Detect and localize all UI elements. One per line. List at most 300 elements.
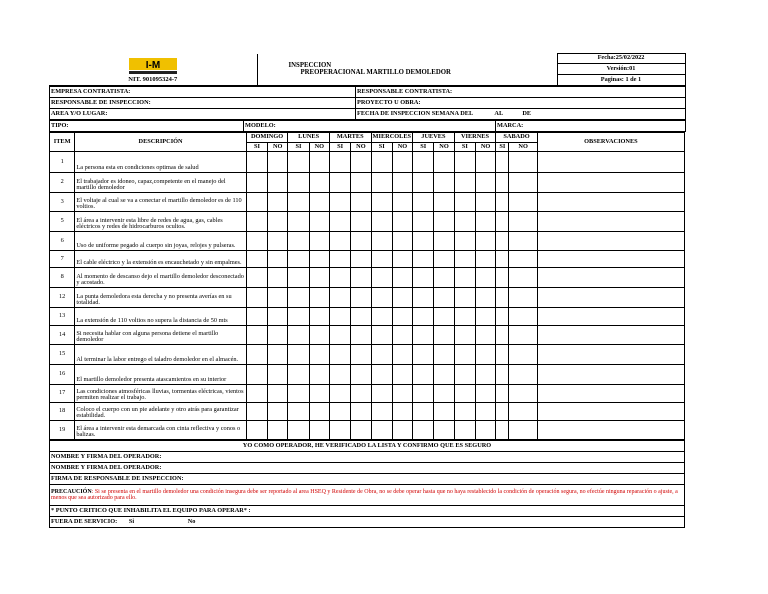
check-cell[interactable] <box>434 345 454 365</box>
check-cell[interactable] <box>246 403 267 421</box>
observaciones-cell[interactable] <box>537 193 684 212</box>
check-cell[interactable] <box>413 326 434 345</box>
col-no-day-3: NO <box>392 143 412 152</box>
check-cell[interactable] <box>351 403 371 421</box>
check-cell[interactable] <box>475 308 495 326</box>
check-cell[interactable] <box>392 173 412 193</box>
check-cell[interactable] <box>329 251 350 268</box>
check-cell[interactable] <box>351 421 371 440</box>
row-description: Coloco el cuerpo con un pie adelante y otro atrás para garantizar estabilidad. <box>75 403 246 421</box>
row-description: Uso de uniforme pegado al cuerpo sin joyas, relojes y pulseras. <box>75 232 246 251</box>
fuera-servicio-si[interactable]: Si <box>128 517 135 525</box>
check-cell[interactable] <box>268 251 288 268</box>
check-cell[interactable] <box>434 212 454 232</box>
check-cell[interactable] <box>413 403 434 421</box>
check-cell[interactable] <box>413 345 434 365</box>
check-cell[interactable] <box>496 288 509 308</box>
check-cell[interactable] <box>496 385 509 403</box>
check-cell[interactable] <box>351 193 371 212</box>
col-no-day-5: NO <box>475 143 495 152</box>
check-cell[interactable] <box>329 421 350 440</box>
check-cell[interactable] <box>288 193 309 212</box>
row-item-number: 3 <box>50 193 75 212</box>
check-cell[interactable] <box>392 326 412 345</box>
modelo-field[interactable]: MODELO: <box>244 121 496 132</box>
check-cell[interactable] <box>288 173 309 193</box>
check-cell[interactable] <box>509 403 537 421</box>
table-row <box>50 385 685 403</box>
check-cell[interactable] <box>351 345 371 365</box>
punto-critico: * PUNTO CRITICO QUE INHABILITA EL EQUIPO PARA OPERAR* : <box>50 506 685 517</box>
check-cell[interactable] <box>392 232 412 251</box>
check-cell[interactable] <box>329 345 350 365</box>
check-cell[interactable] <box>329 232 350 251</box>
check-cell[interactable] <box>496 345 509 365</box>
check-cell[interactable] <box>288 308 309 326</box>
check-cell[interactable] <box>288 288 309 308</box>
observaciones-cell[interactable] <box>537 326 684 345</box>
check-cell[interactable] <box>434 365 454 385</box>
row-description: El cable eléctrico y la extensión es encauchetado y sin empalmes. <box>75 251 246 268</box>
check-cell[interactable] <box>288 403 309 421</box>
check-cell[interactable] <box>434 403 454 421</box>
check-cell[interactable] <box>454 268 475 288</box>
check-cell[interactable] <box>434 308 454 326</box>
check-cell[interactable] <box>434 268 454 288</box>
check-cell[interactable] <box>475 385 495 403</box>
check-cell[interactable] <box>329 403 350 421</box>
check-cell[interactable] <box>496 421 509 440</box>
check-cell[interactable] <box>454 251 475 268</box>
check-cell[interactable] <box>351 152 371 173</box>
check-cell[interactable] <box>454 385 475 403</box>
responsable-contratista-field[interactable]: RESPONSABLE CONTRATISTA: <box>356 87 686 98</box>
check-cell[interactable] <box>371 288 392 308</box>
check-cell[interactable] <box>413 251 434 268</box>
check-cell[interactable] <box>509 232 537 251</box>
check-cell[interactable] <box>413 421 434 440</box>
check-cell[interactable] <box>509 212 537 232</box>
check-cell[interactable] <box>496 193 509 212</box>
col-si-day-2: SI <box>329 143 350 152</box>
check-cell[interactable] <box>288 232 309 251</box>
check-cell[interactable] <box>329 212 350 232</box>
check-cell[interactable] <box>288 365 309 385</box>
check-cell[interactable] <box>413 212 434 232</box>
check-cell[interactable] <box>475 403 495 421</box>
check-cell[interactable] <box>509 385 537 403</box>
check-cell[interactable] <box>246 365 267 385</box>
observaciones-cell[interactable] <box>537 403 684 421</box>
check-cell[interactable] <box>288 345 309 365</box>
check-cell[interactable] <box>392 251 412 268</box>
check-cell[interactable] <box>475 268 495 288</box>
check-cell[interactable] <box>246 232 267 251</box>
row-item-number: 18 <box>50 403 75 421</box>
check-cell[interactable] <box>496 232 509 251</box>
check-cell[interactable] <box>454 152 475 173</box>
check-cell[interactable] <box>371 345 392 365</box>
check-cell[interactable] <box>475 326 495 345</box>
check-cell[interactable] <box>496 308 509 326</box>
check-cell[interactable] <box>509 308 537 326</box>
fecha-semana-field[interactable]: FECHA DE INSPECCION SEMANA DEL AL DE <box>356 109 686 120</box>
check-cell[interactable] <box>509 268 537 288</box>
check-cell[interactable] <box>309 385 329 403</box>
check-cell[interactable] <box>509 365 537 385</box>
check-cell[interactable] <box>475 152 495 173</box>
check-cell[interactable] <box>475 421 495 440</box>
check-cell[interactable] <box>413 193 434 212</box>
logo-cell <box>49 54 257 86</box>
tipo-field[interactable]: TIPO: <box>50 121 244 132</box>
form-version: Versión:01 <box>557 64 685 75</box>
check-cell[interactable] <box>246 308 267 326</box>
checklist-table <box>49 132 685 440</box>
check-cell[interactable] <box>351 212 371 232</box>
row-item-number: 6 <box>50 232 75 251</box>
check-cell[interactable] <box>371 365 392 385</box>
check-cell[interactable] <box>454 212 475 232</box>
check-cell[interactable] <box>392 152 412 173</box>
check-cell[interactable] <box>329 308 350 326</box>
check-cell[interactable] <box>246 193 267 212</box>
check-cell[interactable] <box>496 365 509 385</box>
check-cell[interactable] <box>413 173 434 193</box>
check-cell[interactable] <box>413 308 434 326</box>
table-row <box>50 345 685 365</box>
check-cell[interactable] <box>434 251 454 268</box>
check-cell[interactable] <box>309 403 329 421</box>
check-cell[interactable] <box>392 308 412 326</box>
table-row <box>50 365 685 385</box>
check-cell[interactable] <box>413 152 434 173</box>
check-cell[interactable] <box>371 232 392 251</box>
check-cell[interactable] <box>454 288 475 308</box>
table-row <box>50 308 685 326</box>
firma-responsable-field[interactable]: FIRMA DE RESPONSABLE DE INSPECCION: <box>50 474 685 485</box>
check-cell[interactable] <box>268 193 288 212</box>
check-cell[interactable] <box>246 385 267 403</box>
check-cell[interactable] <box>454 345 475 365</box>
check-cell[interactable] <box>309 268 329 288</box>
check-cell[interactable] <box>288 212 309 232</box>
check-cell[interactable] <box>509 193 537 212</box>
check-cell[interactable] <box>309 365 329 385</box>
check-cell[interactable] <box>268 326 288 345</box>
check-cell[interactable] <box>371 326 392 345</box>
check-cell[interactable] <box>288 152 309 173</box>
check-cell[interactable] <box>288 326 309 345</box>
check-cell[interactable] <box>434 421 454 440</box>
observaciones-cell[interactable] <box>537 251 684 268</box>
check-cell[interactable] <box>371 403 392 421</box>
check-cell[interactable] <box>496 268 509 288</box>
table-row <box>50 173 685 193</box>
check-cell[interactable] <box>392 365 412 385</box>
col-si-day-6: SI <box>496 143 509 152</box>
check-cell[interactable] <box>268 173 288 193</box>
check-cell[interactable] <box>351 173 371 193</box>
row-description: Las condiciones atmosféricas lluvias, tormentas eléctricas, vientos permiten realizar el trabajo. <box>75 385 246 403</box>
col-si-day-3: SI <box>371 143 392 152</box>
col-day-6: SABADO <box>496 133 538 143</box>
form-pages: Paginas: 1 de 1 <box>557 75 685 86</box>
check-cell[interactable] <box>246 152 267 173</box>
check-cell[interactable] <box>309 288 329 308</box>
row-description: El martillo demoledor presenta atascamientos en su interior <box>75 365 246 385</box>
check-cell[interactable] <box>329 268 350 288</box>
check-cell[interactable] <box>413 385 434 403</box>
check-cell[interactable] <box>509 345 537 365</box>
check-cell[interactable] <box>329 326 350 345</box>
observaciones-cell[interactable] <box>537 345 684 365</box>
observaciones-cell[interactable] <box>537 232 684 251</box>
check-cell[interactable] <box>509 288 537 308</box>
check-cell[interactable] <box>268 421 288 440</box>
check-cell[interactable] <box>496 403 509 421</box>
col-si-day-1: SI <box>288 143 309 152</box>
responsable-inspeccion-field[interactable]: RESPONSABLE DE INSPECCION: <box>50 98 356 109</box>
check-cell[interactable] <box>434 326 454 345</box>
check-cell[interactable] <box>454 193 475 212</box>
check-cell[interactable] <box>496 152 509 173</box>
check-cell[interactable] <box>351 385 371 403</box>
col-day-3: MIERCOLES <box>371 133 413 143</box>
check-cell[interactable] <box>392 403 412 421</box>
check-cell[interactable] <box>475 232 495 251</box>
row-description: El área a intervenir esta libre de redes de agua, gas, cables eléctricos y redes de hidrocarburos ocultos. <box>75 212 246 232</box>
check-cell[interactable] <box>371 385 392 403</box>
check-cell[interactable] <box>392 288 412 308</box>
check-cell[interactable] <box>454 403 475 421</box>
row-description: El área a intervenir esta demarcada con cinta reflectiva y conos o balizas. <box>75 421 246 440</box>
check-cell[interactable] <box>351 232 371 251</box>
check-cell[interactable] <box>475 365 495 385</box>
col-item: ITEM <box>50 133 75 152</box>
col-si-day-5: SI <box>454 143 475 152</box>
check-cell[interactable] <box>475 173 495 193</box>
table-row <box>50 421 685 440</box>
empresa-field[interactable]: EMPRESA CONTRATISTA: <box>50 87 356 98</box>
observaciones-cell[interactable] <box>537 212 684 232</box>
check-cell[interactable] <box>475 193 495 212</box>
check-cell[interactable] <box>246 268 267 288</box>
check-cell[interactable] <box>392 385 412 403</box>
check-cell[interactable] <box>268 345 288 365</box>
check-cell[interactable] <box>434 385 454 403</box>
check-cell[interactable] <box>309 232 329 251</box>
check-cell[interactable] <box>246 345 267 365</box>
check-cell[interactable] <box>434 173 454 193</box>
check-cell[interactable] <box>309 308 329 326</box>
check-cell[interactable] <box>392 268 412 288</box>
check-cell[interactable] <box>246 288 267 308</box>
col-no-day-4: NO <box>434 143 454 152</box>
table-row <box>50 212 685 232</box>
check-cell[interactable] <box>475 251 495 268</box>
check-cell[interactable] <box>371 173 392 193</box>
area-field[interactable]: AREA Y/O LUGAR: <box>50 109 356 120</box>
row-description: El voltaje al cual se va a conectar el martillo demoledor es de 110 voltios. <box>75 193 246 212</box>
check-cell[interactable] <box>413 365 434 385</box>
row-description: La extensión de 110 voltios no supera la distancia de 50 mts <box>75 308 246 326</box>
check-cell[interactable] <box>509 251 537 268</box>
check-cell[interactable] <box>454 326 475 345</box>
row-item-number: 13 <box>50 308 75 326</box>
check-cell[interactable] <box>309 212 329 232</box>
check-cell[interactable] <box>288 268 309 288</box>
firma-operador-2-field[interactable]: NOMBRE Y FIRMA DEL OPERADOR: <box>50 463 685 474</box>
check-cell[interactable] <box>454 365 475 385</box>
check-cell[interactable] <box>288 251 309 268</box>
check-cell[interactable] <box>351 288 371 308</box>
check-cell[interactable] <box>392 421 412 440</box>
check-cell[interactable] <box>454 173 475 193</box>
check-cell[interactable] <box>246 421 267 440</box>
check-cell[interactable] <box>309 193 329 212</box>
marca-field[interactable]: MARCA: <box>496 121 686 132</box>
check-cell[interactable] <box>246 212 267 232</box>
check-cell[interactable] <box>329 152 350 173</box>
inspection-form <box>49 53 685 528</box>
check-cell[interactable] <box>434 232 454 251</box>
check-cell[interactable] <box>309 421 329 440</box>
check-cell[interactable] <box>475 288 495 308</box>
col-day-4: JUEVES <box>413 133 455 143</box>
check-cell[interactable] <box>392 212 412 232</box>
observaciones-cell[interactable] <box>537 288 684 308</box>
check-cell[interactable] <box>351 308 371 326</box>
check-cell[interactable] <box>351 251 371 268</box>
row-description: Al momento de descanso dejo el martillo demoledor desconectado y acostado. <box>75 268 246 288</box>
check-cell[interactable] <box>371 308 392 326</box>
col-no-day-2: NO <box>351 143 371 152</box>
check-cell[interactable] <box>268 268 288 288</box>
row-item-number: 16 <box>50 365 75 385</box>
form-date: Fecha:25/02/2022 <box>557 54 685 64</box>
check-cell[interactable] <box>454 308 475 326</box>
check-cell[interactable] <box>268 385 288 403</box>
check-cell[interactable] <box>371 152 392 173</box>
check-cell[interactable] <box>329 385 350 403</box>
check-cell[interactable] <box>434 152 454 173</box>
check-cell[interactable] <box>246 251 267 268</box>
check-cell[interactable] <box>351 268 371 288</box>
check-cell[interactable] <box>392 193 412 212</box>
table-row <box>50 152 685 173</box>
check-cell[interactable] <box>371 268 392 288</box>
observaciones-cell[interactable] <box>537 173 684 193</box>
check-cell[interactable] <box>309 326 329 345</box>
check-cell[interactable] <box>371 193 392 212</box>
form-header <box>49 53 686 86</box>
info-table <box>49 86 686 120</box>
check-cell[interactable] <box>454 421 475 440</box>
check-cell[interactable] <box>329 288 350 308</box>
check-cell[interactable] <box>496 326 509 345</box>
row-item-number: 1 <box>50 152 75 173</box>
row-description: El trabajador es idoneo, capaz,competente en el manejo del martillo demoledor <box>75 173 246 193</box>
check-cell[interactable] <box>371 251 392 268</box>
check-cell[interactable] <box>329 365 350 385</box>
check-cell[interactable] <box>268 288 288 308</box>
row-item-number: 17 <box>50 385 75 403</box>
observaciones-cell[interactable] <box>537 268 684 288</box>
col-descripcion: DESCRIPCIÓN <box>75 133 246 152</box>
check-cell[interactable] <box>371 212 392 232</box>
check-cell[interactable] <box>309 152 329 173</box>
table-row <box>50 193 685 212</box>
check-cell[interactable] <box>496 173 509 193</box>
check-cell[interactable] <box>434 288 454 308</box>
proyecto-field[interactable]: PROYECTO U OBRA: <box>356 98 686 109</box>
check-cell[interactable] <box>268 212 288 232</box>
check-cell[interactable] <box>309 173 329 193</box>
table-row <box>50 326 685 345</box>
col-no-day-0: NO <box>268 143 288 152</box>
check-cell[interactable] <box>434 193 454 212</box>
check-cell[interactable] <box>454 232 475 251</box>
equipment-table <box>49 120 686 132</box>
table-row <box>50 232 685 251</box>
check-cell[interactable] <box>329 193 350 212</box>
row-item-number: 5 <box>50 212 75 232</box>
check-cell[interactable] <box>288 385 309 403</box>
check-cell[interactable] <box>475 345 495 365</box>
check-cell[interactable] <box>309 345 329 365</box>
check-cell[interactable] <box>268 403 288 421</box>
check-cell[interactable] <box>509 173 537 193</box>
check-cell[interactable] <box>351 326 371 345</box>
check-cell[interactable] <box>288 421 309 440</box>
row-item-number: 12 <box>50 288 75 308</box>
observaciones-cell[interactable] <box>537 308 684 326</box>
table-row <box>50 251 685 268</box>
check-cell[interactable] <box>475 212 495 232</box>
check-cell[interactable] <box>392 345 412 365</box>
check-cell[interactable] <box>509 421 537 440</box>
check-cell[interactable] <box>351 365 371 385</box>
check-cell[interactable] <box>413 268 434 288</box>
precaucion-note: PRECAUCIÓN: Si se presenta en el martillo demoledor una condición insegura debe ser reportado al area HSEQ y Residente de Obra, no se debe operar hasta que no haya restablecido la condición de operación segura, no efectúe ninguna reparación o ajuste, a menos que sea autorizado para ello. <box>50 485 685 506</box>
check-cell[interactable] <box>371 421 392 440</box>
check-cell[interactable] <box>309 251 329 268</box>
company-logo <box>127 57 179 75</box>
check-cell[interactable] <box>246 173 267 193</box>
observaciones-cell[interactable] <box>537 365 684 385</box>
check-cell[interactable] <box>246 326 267 345</box>
check-cell[interactable] <box>413 232 434 251</box>
check-cell[interactable] <box>509 326 537 345</box>
check-cell[interactable] <box>496 212 509 232</box>
observaciones-cell[interactable] <box>537 152 684 173</box>
row-description: Al terminar la labor entrego el taladro demoledor en el almacén. <box>75 345 246 365</box>
fuera-servicio-row: FUERA DE SERVICIO: Si No <box>50 517 685 528</box>
check-cell[interactable] <box>413 288 434 308</box>
check-cell[interactable] <box>509 152 537 173</box>
check-cell[interactable] <box>268 365 288 385</box>
check-cell[interactable] <box>268 152 288 173</box>
observaciones-cell[interactable] <box>537 421 684 440</box>
check-cell[interactable] <box>268 308 288 326</box>
check-cell[interactable] <box>268 232 288 251</box>
check-cell[interactable] <box>329 173 350 193</box>
check-cell[interactable] <box>496 251 509 268</box>
firma-operador-1-field[interactable]: NOMBRE Y FIRMA DEL OPERADOR: <box>50 452 685 463</box>
fuera-servicio-no[interactable]: No <box>187 517 196 525</box>
observaciones-cell[interactable] <box>537 385 684 403</box>
